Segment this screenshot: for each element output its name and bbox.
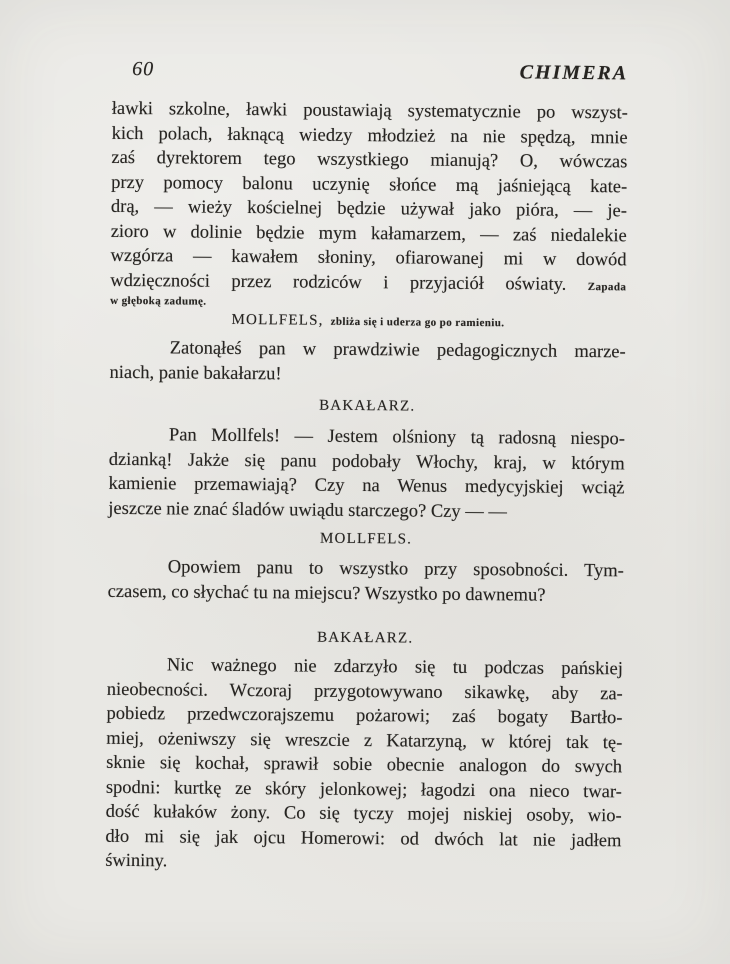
speech-bakalarz-2 (105, 653, 623, 878)
text-line: zioro w dolinie będzie mym kałamarzem, — zaś niedalekie (110, 221, 627, 246)
text-line: ławki szkolne, ławki poustawiają systematycznie po wszyst- (111, 98, 628, 124)
speech-bakalarz-1 (108, 423, 625, 525)
text-line: niach, panie bakałarzu! (109, 362, 282, 384)
text-line: dzianką! Jakże się panu podobały Włochy, kraj, w którym (108, 449, 625, 474)
stage-direction: w głęboką zadumę. (110, 294, 207, 308)
text-line: przy pomocy balonu uczynię słońce mą jaśniejącą kate- (111, 172, 628, 197)
running-header (112, 58, 628, 86)
stage-direction-inline: Zapada (587, 280, 627, 293)
text-line: spodni: kurtkę ze skóry jelonkowej; łagodzi ona nieco twar- (105, 777, 622, 802)
text-line: miej, ożeniwszy się wreszcie z Katarzyną, w której tak tę- (106, 728, 623, 753)
text-line: czasem, co słychać tu na miejscu? Wszystko po dawnemu? (107, 581, 546, 606)
text-line: dość kułaków żony. Co się tyczy mojej niskiej osoby, wio- (105, 801, 622, 827)
text-line: wzgórza — kawałem słoniny, ofiarowanej mi w dowód (110, 245, 627, 271)
text-line: Nic ważnego nie zdarzyło się tu podczas pańskiej (166, 655, 624, 680)
speech-mollfels-2 (108, 555, 624, 609)
text-line: świniny. (105, 850, 168, 872)
speaker-heading-mollfels (110, 310, 626, 333)
text-line: kich polach, łaknącą wiedzy młodzież na nie spędzą, mnie (111, 123, 628, 148)
speaker-name: MOLLFELS. (319, 530, 413, 548)
text-line: sknie się kochał, sprawił sobie obecnie analogon do swych (106, 752, 623, 778)
text-line: Pan Mollfels! — Jestem olśniony tą radosną niespo- (168, 425, 626, 450)
speaker-name: BAKAŁARZ. (317, 629, 414, 647)
text-line: jeszcze nie znać śladów uwiądu starczego? Czy — — (108, 498, 508, 522)
text-line: dło mi się jak ojcu Homerowi: od dwóch lat nie jadłem (105, 826, 622, 851)
stage-direction: zbliża się i uderza go po ramieniu. (330, 315, 505, 330)
speaker-name: BAKAŁARZ. (319, 397, 416, 415)
text-line: zaś dyrektorem tego wszystkiego mianują? O, wówczas (111, 147, 628, 173)
paragraph-continuation (110, 97, 628, 315)
text-fragment: wdzięczności przez rodziców i przyjaciół oświaty. (110, 270, 567, 295)
text-line: Opowiem panu to wszystko przy sposobności. Tym- (167, 557, 624, 582)
speaker-heading-bakalarz-2 (107, 627, 623, 650)
text-line: kamienie przemawiają? Czy na Wenus medycyjskiej wciąż (108, 473, 625, 499)
text-line: nieobecności. Wczoraj przygotowywano sikawkę, aby za- (106, 679, 623, 704)
speech-mollfels-1 (109, 336, 625, 390)
speaker-heading-bakalarz (109, 395, 625, 418)
speaker-heading-mollfels-2 (108, 528, 624, 551)
journal-title: CHIMERA (519, 61, 629, 85)
text-line: drą, — wieży kościelnej będzie używał jako pióra, — je- (110, 196, 628, 222)
text-line: pobiedz przedwczorajszemu pożarowi; zaś bogaty Bartło- (106, 703, 623, 729)
text-line: Zatonąłeś pan w prawdziwie pedagogicznych marze- (169, 338, 626, 363)
speaker-name: MOLLFELS, (231, 311, 324, 329)
page-number: 60 (132, 58, 155, 81)
